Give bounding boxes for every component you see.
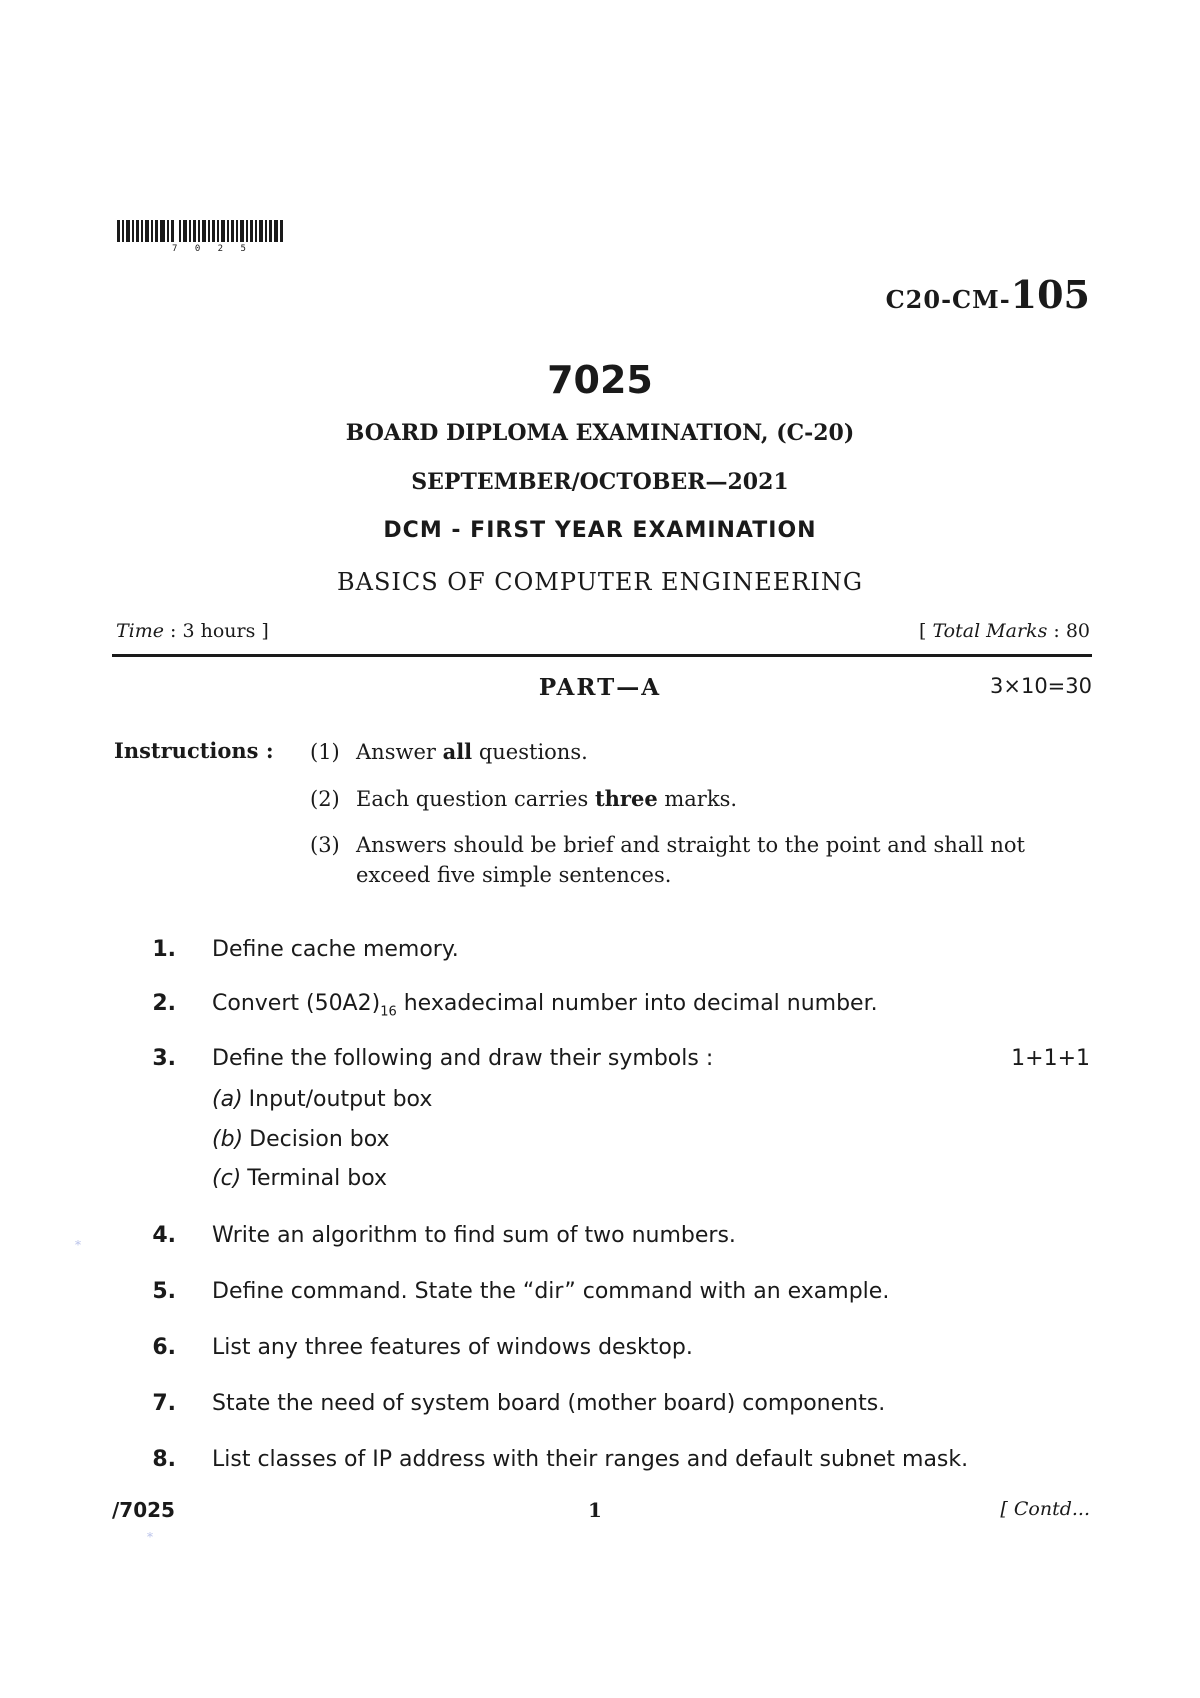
instructions-label: Instructions : (114, 738, 274, 763)
question-text: List classes of IP address with their ranges and default subnet mask. (212, 1447, 969, 1472)
question-text: State the need of system board (mother board) components. (212, 1391, 886, 1416)
paper-code (886, 272, 1090, 317)
instruction-text-post: questions. (472, 740, 588, 764)
instruction-text (356, 737, 1076, 767)
base-subscript: 16 (380, 1004, 397, 1020)
total-marks-bracket: [ (919, 620, 927, 642)
subpart-b (212, 1127, 390, 1152)
total-marks: [ Total Marks : 80 (919, 620, 1090, 642)
subpart-a (212, 1087, 432, 1112)
instruction-number: (1) (310, 740, 340, 764)
board-heading: BOARD DIPLOMA EXAMINATION, (C-20) (345, 420, 855, 446)
question-text: List any three features of windows desktop. (212, 1335, 693, 1360)
total-marks-value: 80 (1065, 620, 1090, 642)
question-number: 7. (152, 1391, 176, 1416)
instruction-text-post: marks. (657, 787, 738, 811)
total-marks-label: Total Marks (932, 620, 1048, 642)
question-number: 5. (152, 1279, 176, 1304)
subpart-text: Input/output box (248, 1087, 433, 1112)
continued-note: [ Contd... (1000, 1498, 1090, 1520)
faint-star-mark: * (147, 1530, 153, 1544)
question-number: 4. (152, 1223, 176, 1248)
subpart-text: Decision box (249, 1127, 390, 1152)
barcode (117, 220, 285, 242)
question-text: Define command. State the “dir” command with an example. (212, 1279, 890, 1304)
instruction-text-pre: Answer (356, 740, 443, 764)
question-text (212, 991, 972, 1019)
subpart-label: (a) (212, 1087, 243, 1112)
footer-code: /7025 (112, 1498, 175, 1522)
instruction-number: (3) (310, 833, 340, 857)
instruction-text: Answers should be brief and straight to the point and shall not exceed five simple sentences. (356, 833, 1025, 887)
time-allowed: Time : 3 hours ] (116, 620, 269, 642)
paper-code-number: 105 (1010, 272, 1090, 317)
subject-heading: BASICS OF COMPUTER ENGINEERING (336, 568, 863, 596)
time-label: Time (116, 620, 165, 642)
session-heading: SEPTEMBER/OCTOBER—2021 (411, 469, 789, 495)
header-divider (112, 654, 1092, 657)
question-text-pre: Convert (50A2) (212, 991, 381, 1016)
barcode-number: 7 0 2 5 (172, 244, 252, 254)
question-marks: 1+1+1 (1011, 1046, 1090, 1071)
instruction-text-bold: all (442, 739, 473, 764)
question-number: 8. (152, 1447, 176, 1472)
question-number: 1. (152, 937, 176, 962)
paper-code-prefix: C20-CM- (885, 285, 1011, 314)
question-text: Write an algorithm to find sum of two numbers. (212, 1223, 736, 1248)
subpart-label: (b) (212, 1127, 244, 1152)
question-text-post: hexadecimal number into decimal number. (396, 991, 878, 1016)
instruction-text-bold: three (594, 786, 658, 811)
instruction-number: (2) (310, 787, 340, 811)
instruction-text-pre: Each question carries (356, 787, 595, 811)
question-text: Define the following and draw their symbols : (212, 1046, 714, 1071)
question-text: Define cache memory. (212, 937, 459, 962)
question-number: 3. (152, 1046, 176, 1071)
faint-star-mark: * (75, 1238, 81, 1252)
subpart-text: Terminal box (247, 1166, 387, 1191)
course-heading: DCM - FIRST YEAR EXAMINATION (383, 518, 817, 543)
subpart-label: (c) (212, 1166, 242, 1191)
question-number: 6. (152, 1335, 176, 1360)
subpart-c (212, 1166, 387, 1191)
part-title: PART—A (538, 674, 662, 701)
exam-number: 7025 (547, 358, 653, 402)
instruction-text (356, 784, 1076, 814)
time-value: 3 hours ] (182, 620, 269, 642)
page-number: 1 (588, 1498, 602, 1522)
part-marks: 3×10=30 (990, 674, 1092, 698)
question-number: 2. (152, 991, 176, 1016)
